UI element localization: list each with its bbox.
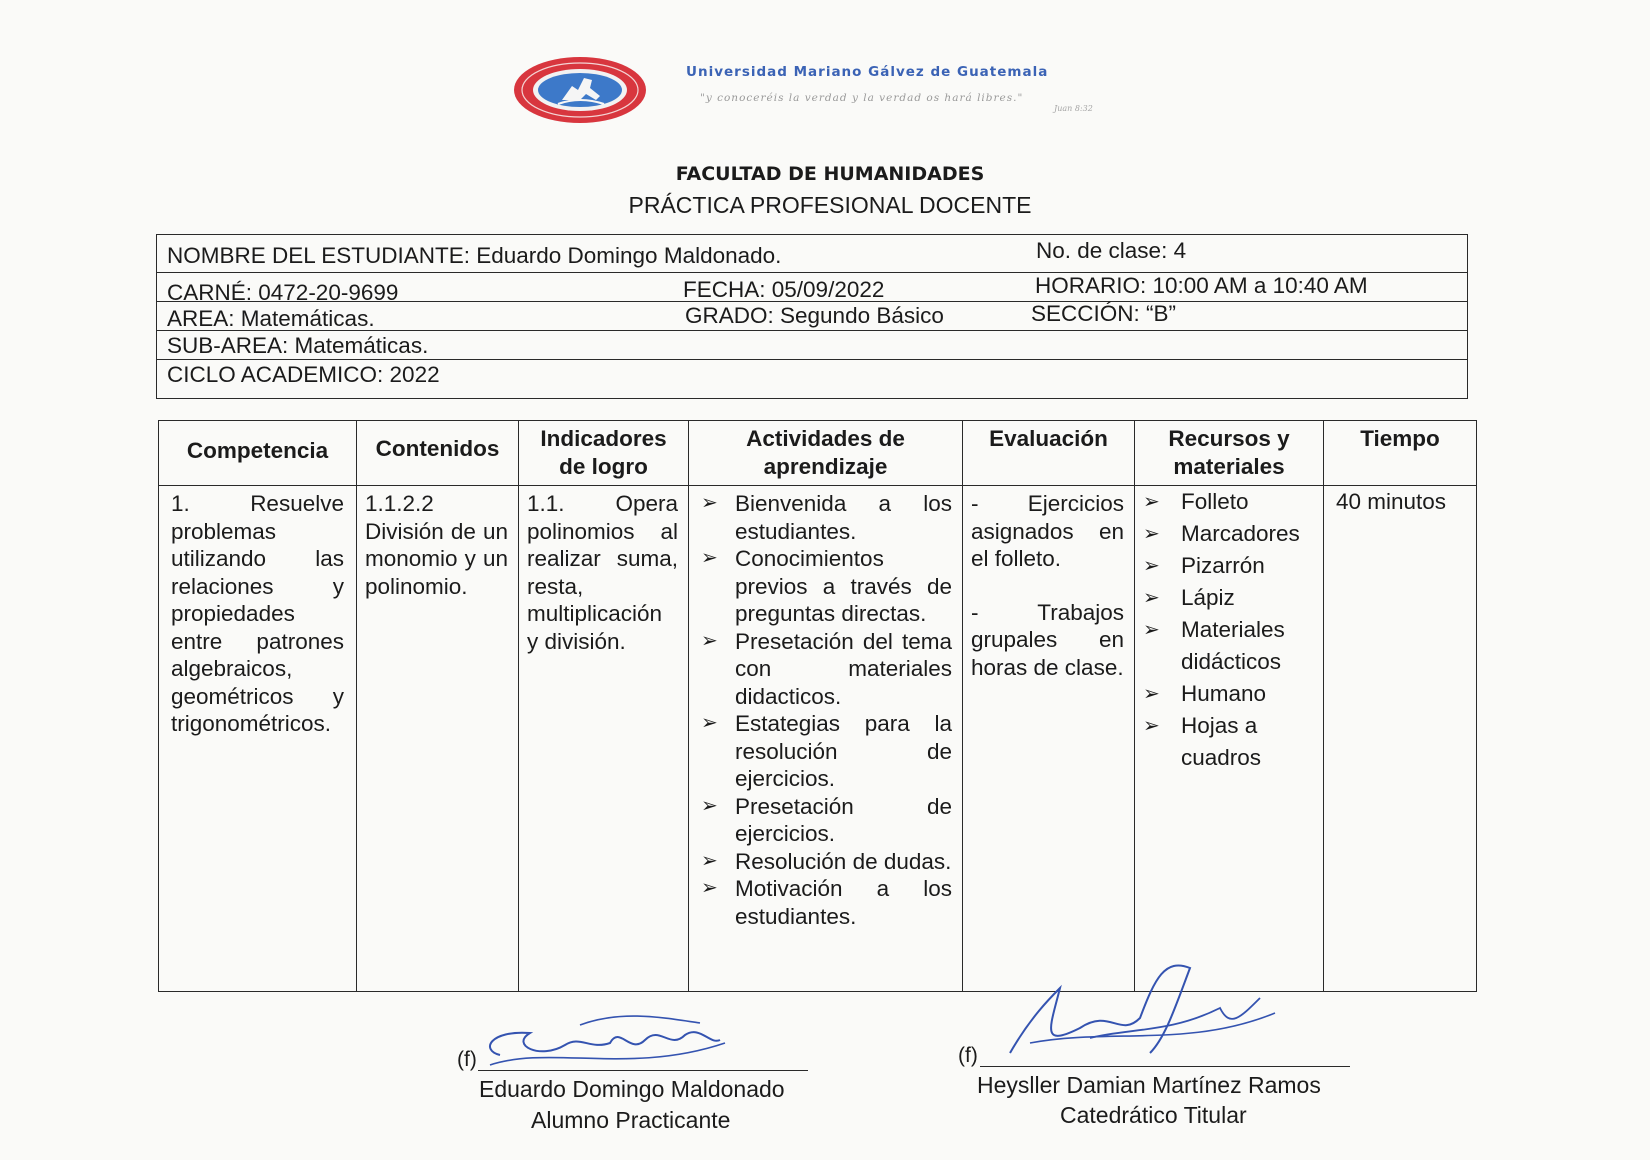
header-competencia: Competencia	[159, 421, 357, 486]
arrow-bullet-icon: ➢	[1143, 587, 1160, 609]
teacher-signature-scribble	[990, 958, 1290, 1073]
info-row-carne	[157, 273, 1467, 305]
arrow-bullet-icon: ➢	[701, 629, 718, 652]
teacher-name-signature: Heysller Damian Martínez Ramos	[977, 1072, 1321, 1098]
activity-item: ➢ Estategias para la resolución de ejercicios.	[701, 711, 952, 791]
activity-item: ➢ Conocimientos previos a través de preguntas directas.	[701, 546, 952, 626]
date-field: FECHA: 05/09/2022	[683, 277, 885, 302]
cell-competencia	[159, 486, 357, 992]
university-name: Universidad Mariano Gálvez de Guatemala	[686, 64, 1049, 80]
arrow-bullet-icon: ➢	[701, 712, 718, 734]
cell-contenidos	[357, 486, 519, 992]
arrow-bullet-icon: ➢	[1143, 523, 1160, 545]
activity-item: ➢ Bienvenida a los estudiantes.	[701, 491, 952, 544]
table-header-row	[159, 421, 1477, 486]
header-contenidos: Contenidos	[357, 421, 519, 486]
contenidos-text: 1.1.2.2 División de un monomio y un polinomio.	[365, 491, 508, 599]
activity-item: ➢ Presetación de ejercicios.	[701, 793, 952, 846]
arrow-bullet-icon: ➢	[701, 877, 718, 899]
header-evaluacion: Evaluación	[963, 421, 1135, 486]
cell-evaluacion	[963, 486, 1135, 992]
resources-list	[1135, 486, 1323, 774]
header-tiempo: Tiempo	[1324, 421, 1477, 486]
student-info-box	[156, 234, 1468, 399]
evaluation-item: - Trabajos grupales en horas de clase.	[971, 599, 1124, 680]
arrow-bullet-icon: ➢	[1143, 555, 1160, 577]
student-signature-scribble	[470, 1005, 730, 1080]
motto-reference: Juan 8:32	[1054, 104, 1093, 113]
academic-cycle-field: CICLO ACADEMICO: 2022	[167, 362, 440, 387]
class-number-field: No. de clase: 4	[1036, 238, 1187, 263]
resource-item: ➢ Lápiz	[1143, 582, 1313, 614]
student-signature-f-label: (f)	[457, 1048, 477, 1071]
arrow-bullet-icon: ➢	[701, 794, 718, 817]
activities-list	[689, 486, 962, 930]
teacher-role: Catedrático Titular	[1060, 1102, 1247, 1128]
evaluation-item: - Ejercicios asignados en el folleto.	[971, 491, 1124, 571]
resource-item: ➢ Hojas a cuadros	[1143, 710, 1313, 774]
student-name-field: NOMBRE DEL ESTUDIANTE: Eduardo Domingo Maldonado.	[167, 243, 782, 268]
arrow-bullet-icon: ➢	[1143, 683, 1160, 705]
student-name-signature: Eduardo Domingo Maldonado	[479, 1076, 785, 1102]
cell-actividades	[689, 486, 963, 992]
student-role: Alumno Practicante	[531, 1107, 731, 1133]
info-row-area	[157, 302, 1467, 331]
header-recursos: Recursos y materiales	[1135, 421, 1324, 486]
carne-field: CARNÉ: 0472-20-9699	[167, 280, 399, 305]
cell-tiempo	[1324, 486, 1477, 992]
indicadores-text: 1.1. Opera polinomios al realizar suma, resta, multiplicación y división.	[527, 491, 678, 654]
arrow-bullet-icon: ➢	[701, 492, 718, 514]
info-row-student	[157, 235, 1467, 273]
university-seal-logo	[512, 56, 648, 124]
resource-item: ➢ Humano	[1143, 678, 1313, 710]
competencia-text: 1. Resuelve problemas utilizando las relaciones y propiedades entre patrones algebraicos, geométricos y trigonométricos.	[171, 491, 344, 736]
arrow-bullet-icon: ➢	[701, 849, 718, 872]
grade-field: GRADO: Segundo Básico	[685, 303, 944, 328]
resource-item: ➢ Folleto	[1143, 486, 1313, 518]
teacher-signature-f-label: (f)	[958, 1044, 978, 1067]
schedule-field: HORARIO: 10:00 AM a 10:40 AM	[1035, 273, 1368, 298]
resource-item: ➢ Materiales didácticos	[1143, 614, 1313, 678]
cell-indicadores	[519, 486, 689, 992]
evaluation-list	[963, 486, 1134, 681]
info-row-subarea	[157, 331, 1467, 360]
arrow-bullet-icon: ➢	[1143, 619, 1160, 641]
resource-item: ➢ Marcadores	[1143, 518, 1313, 550]
activity-item: ➢ Presetación del tema con materiales didacticos.	[701, 628, 952, 709]
faculty-title: FACULTAD DE HUMANIDADES	[675, 163, 985, 185]
activity-item: ➢ Resolución de dudas.	[701, 848, 952, 874]
activity-item: ➢ Motivación a los estudiantes.	[701, 876, 952, 929]
university-motto: "y conoceréis la verdad y la verdad os hará libres."	[700, 92, 1024, 104]
tiempo-text: 40 minutos	[1336, 489, 1447, 514]
arrow-bullet-icon: ➢	[1143, 491, 1160, 513]
arrow-bullet-icon: ➢	[701, 547, 718, 569]
area-field: AREA: Matemáticas.	[167, 306, 375, 331]
arrow-bullet-icon: ➢	[1143, 715, 1160, 737]
subarea-field: SUB-AREA: Matemáticas.	[167, 333, 429, 358]
table-row	[159, 486, 1477, 992]
info-row-ciclo	[157, 360, 1467, 398]
cell-recursos	[1135, 486, 1324, 992]
program-title: PRÁCTICA PROFESIONAL DOCENTE	[628, 192, 1032, 218]
section-field: SECCIÓN: “B”	[1031, 301, 1177, 326]
header-indicadores: Indicadores de logro	[519, 421, 689, 486]
resource-item: ➢ Pizarrón	[1143, 550, 1313, 582]
lesson-plan-table	[158, 420, 1477, 992]
header-actividades: Actividades de aprendizaje	[689, 421, 963, 486]
